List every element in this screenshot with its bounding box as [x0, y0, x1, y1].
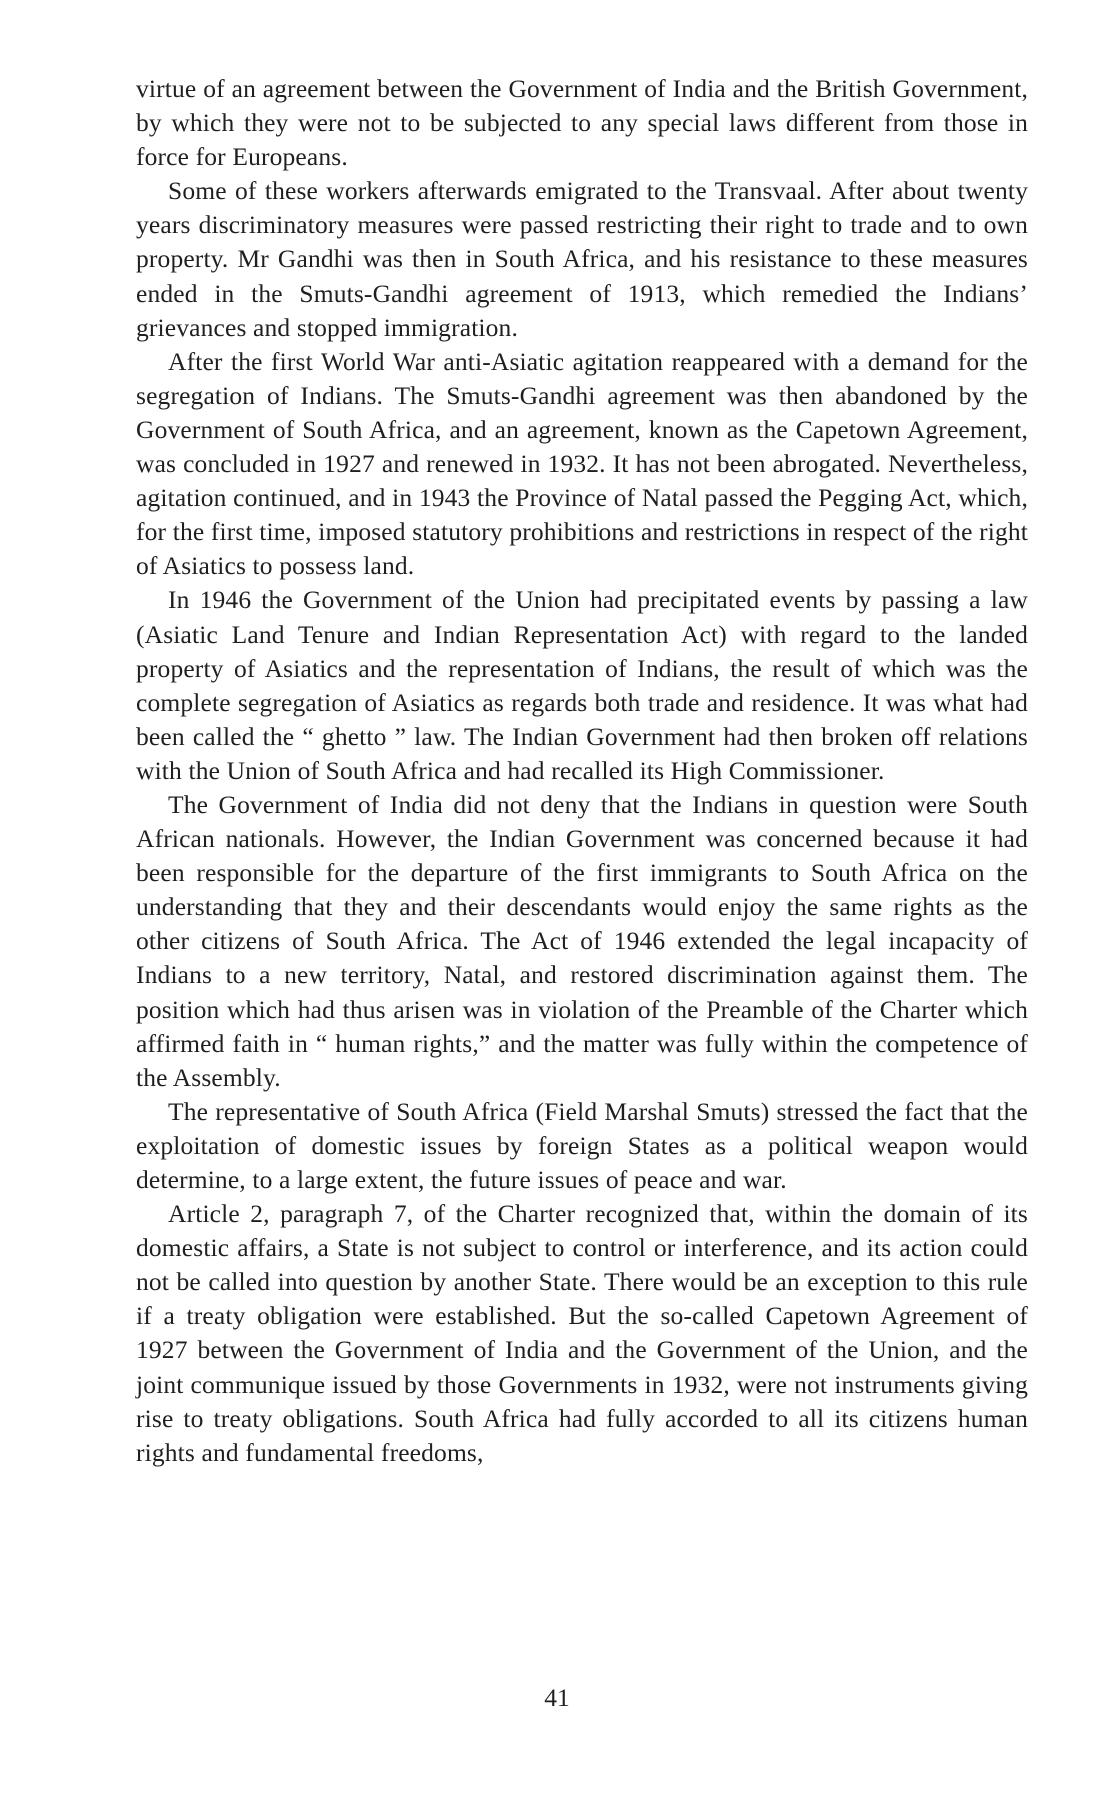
- page-body: [136, 72, 1028, 1470]
- paragraph-south-africa-representative: The representative of South Africa (Field Marshal Smuts) stressed the fact that the exploitation of domestic issues by foreign States as a political weapon would determine, to a large extent, the future issues of peace and war.: [136, 1096, 1028, 1194]
- paragraph-indian-position: The Government of India did not deny that the Indians in question were South African nationals. However, the Indian Government was concerned because it had been responsible for the departure of the first immigrants to South Africa on the understanding that they and their descendants would enjoy the same rights as the other citizens of South Africa. The Act of 1946 extended the legal incapacity of Indians to a new territory, Natal, and restored discrimination against them. The position which had thus arisen was in violation of the Preamble of the Charter which affirmed faith in “ human rights,” and the matter was fully within the competence of the Assembly.: [136, 789, 1028, 1092]
- paragraph-1946-law: In 1946 the Government of the Union had precipitated events by passing a law (Asiatic Land Tenure and Indian Representation Act) with regard to the landed property of Asiatics and the representation of Indians, the result of which was the complete segregation of Asiatics as regards both trade and residence. It was what had been called the “ ghetto ” law. The Indian Government had then broken off relations with the Union of South Africa and had recalled its High Commissioner.: [136, 585, 1028, 785]
- paragraph-continuation: virtue of an agreement between the Government of India and the British Government, by which they were not to be subjected to any special laws different from those in force for Europeans.: [136, 74, 1028, 172]
- page-number: 41: [544, 1683, 570, 1712]
- paragraph-transvaal: Some of these workers afterwards emigrated to the Transvaal. After about twenty years discriminatory measures were passed restricting their right to trade and to own property. Mr Gandhi was then in South Africa, and his resistance to these measures ended in the Smuts-Gandhi agreement of 1913, which remedied the Indians’ grievances and stopped immigration.: [136, 176, 1028, 342]
- paragraph-article-2: Article 2, paragraph 7, of the Charter recognized that, within the domain of its domestic affairs, a State is not subject to control or interference, and its action could not be called into question by another State. There would be an exception to this rule if a treaty obligation were established. But the so-called Capetown Agreement of 1927 between the Government of India and the Government of the Union, and the joint communique issued by those Governments in 1932, were not instruments giving rise to treaty obligations. South Africa had fully accorded to all its citizens human rights and fundamental freedoms,: [136, 1199, 1028, 1467]
- paragraph-anti-asiatic-agitation: After the first World War anti-Asiatic agitation reappeared with a demand for the segregation of Indians. The Smuts-Gandhi agreement was then abandoned by the Government of South Africa, and an agreement, known as the Capetown Agreement, was concluded in 1927 and renewed in 1932. It has not been abrogated. Nevertheless, agitation continued, and in 1943 the Province of Natal passed the Pegging Act, which, for the first time, imposed statutory prohibitions and restrictions in respect of the right of Asiatics to possess land.: [136, 346, 1028, 581]
